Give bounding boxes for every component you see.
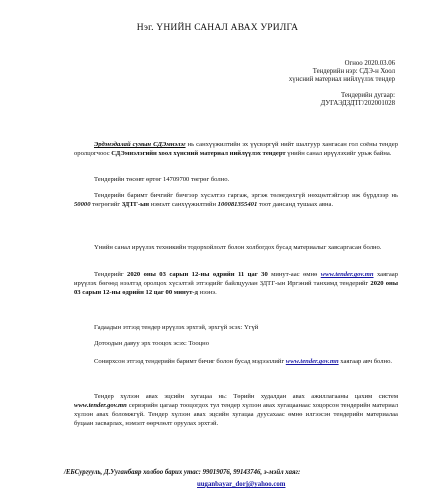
tender-title-bold: СДЭмнэлэгийн хоол хүнсний материал нийлүүлэх тендерт bbox=[111, 149, 286, 157]
invitation-text-end: үнийн санал ирүүлэхийг урьж байна. bbox=[285, 149, 392, 157]
contact-line: /ЕБСургууль, Д.Ууганбаяр холбоо барих утас: 99019076, 99143746, э-мэйл хаяг: bbox=[64, 469, 301, 476]
fee-amount: 50000 bbox=[74, 200, 91, 208]
info-text-2: хаягаар авч болно. bbox=[338, 358, 393, 365]
paragraph-deadline bbox=[74, 271, 398, 298]
paragraph-domestic: Дотоодын давуу эрх тооцох эсэх: Тооцно bbox=[94, 340, 210, 347]
paragraph-documents bbox=[74, 192, 398, 210]
deadline-text-2: минут-аас өмнө bbox=[267, 271, 321, 278]
deadline-text-4: нээнэ. bbox=[197, 288, 217, 296]
tender-number: ДУГАЭДЗДТГ/202001028 bbox=[320, 100, 395, 107]
paragraph-specs: Үнийн санал ирүүлэх техникийн тодорхойлолт болон холбогдох бусад материалыг хавсаргасан болно. bbox=[94, 244, 382, 251]
document-title: Нэг. ҮНИЙН САНАЛ АВАХ УРИЛГА bbox=[136, 23, 299, 33]
deadline-text: Тендерийг bbox=[94, 271, 128, 278]
documents-text-2: төгрөгийг bbox=[90, 200, 122, 208]
tender-site-link-2[interactable]: www.tender.gov.mn bbox=[285, 358, 339, 365]
submission-deadline: 2020 оны 03 сарын 12-ны өдрийн 11 цаг 30 bbox=[127, 271, 268, 278]
paragraph-foreign: Гадаадын этгээд тендер ирүүлэх эрхтэй, эрхгүй эсэх: Үгүй bbox=[94, 324, 259, 331]
organization-name: Эрдэнэдалай сумын СДЭмнэлэг bbox=[94, 141, 186, 148]
closing-text: Тендер хүлээн авах эцсийн хугацаа нь: Төрийн худалдан авах ажиллагааны цахим систем bbox=[94, 393, 398, 400]
invitation-text: нь санхүүжилтийн эх үүсвэргүй нийт шалгуур хангасан гол соёны тендер оролцогчоос bbox=[74, 141, 398, 157]
documents-text-4: тоот дансанд тушаах авна. bbox=[257, 200, 334, 208]
document-date: Огноо 2020.03.06 bbox=[344, 60, 395, 67]
tender-number-label: Тендерийн дугаар: bbox=[341, 92, 395, 99]
payee-org: ЗДТГ-ын bbox=[121, 200, 150, 208]
info-text: Сонирхсон этгээд тендерийн баримт бичиг болон бусад мэдээллийг bbox=[94, 358, 286, 365]
paragraph-invitation bbox=[74, 141, 398, 159]
tender-site-link-3[interactable]: www.tender.gov.mn bbox=[74, 401, 127, 409]
documents-text-3: нэмэлт санхүүжилтийн bbox=[149, 200, 218, 208]
account-number: 100081355401 bbox=[217, 200, 258, 208]
opening-time: 2020 оны 03 сарын 12-ны өдрийн 12 цаг 00 минут-д bbox=[74, 279, 398, 296]
paragraph-closing bbox=[74, 393, 398, 429]
contact-email-link[interactable]: uuganbayar_dorj@yahoo.com bbox=[197, 481, 286, 488]
tender-name: Тендерийн нэр: СДЭ-н Хоол bbox=[312, 68, 395, 75]
closing-text-2: сервэрийн цагаар тооцогдох тул тендер хүлээн авах хугацаанаас хоцорсон тендерийн материал хүлээн авах боломжгүй. Тендер хүлээн авах эцсийн хугацаа дуусахаас өмнө илгээсэн тендерийн материалаа буцаан засварлах, нэмэлт өөрчлөлт оруулах эрхтэй. bbox=[74, 401, 398, 427]
deadline-text-3: хаягаар ирүүлэх бөгөөд нээлтэд оролцох хүсэлтэй этгээдийг байлцуулан ЗДТГ-ын Иргэний танхимд тендерийг bbox=[74, 271, 398, 287]
tender-site-link[interactable]: www.tender.gov.mn bbox=[320, 271, 374, 278]
tender-subject: хүнсний материал нийлүүлэх тендер bbox=[288, 76, 395, 83]
paragraph-budget: Тендерийн төсөвт өртөг 14709700 төгрөг болно. bbox=[94, 176, 230, 183]
paragraph-info bbox=[74, 358, 398, 367]
documents-text: Тендерийн баримт бичгийг бичгээр хүсэлтээ гаргаж, эргэж төлөгдөхгүй нөхцөлтэйгээр иж бүрдлээр нь bbox=[94, 192, 398, 199]
